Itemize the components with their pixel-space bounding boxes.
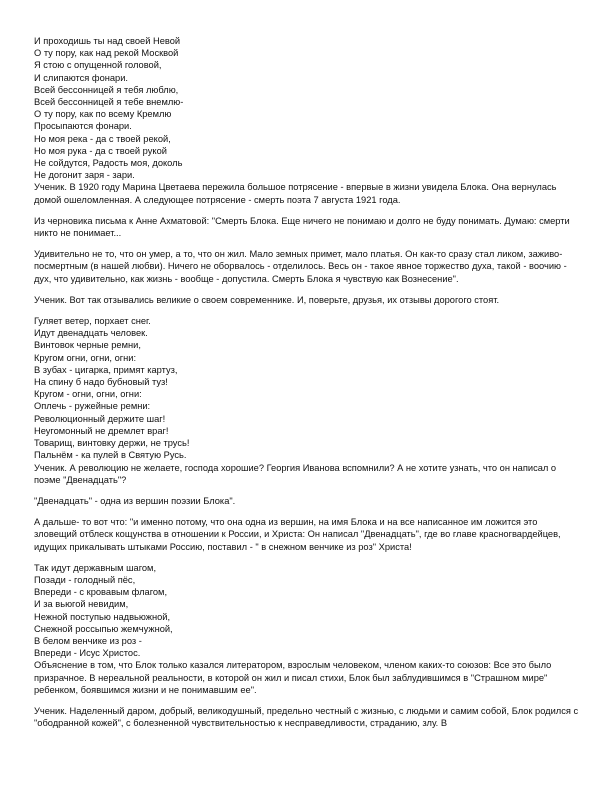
paragraph-twelve-quote: "Двенадцать" - одна из вершин поэзии Блока". [34,495,236,506]
paragraph-student-gifted: Ученик. Наделенный даром, добрый, великодушный, предельно честный с жизнью, с людьми и самим собой, Блок родился с "ободранной кожей", с болезненной чувствительностью к несправедливости, страданию, злу. В [34,705,579,729]
poem-line: Но моя рука - да с твоей рукой [34,145,167,156]
poem-line: Не догонит заря - зари. [34,170,135,181]
document-page [34,35,580,729]
poem-line: Но моя река - да с твоей рекой, [34,133,171,144]
paragraph-student-reviews: Ученик. Вот так отзывались великие о своем современнике. И, поверьте, друзья, их отзывы дорогого стоят. [34,294,500,305]
poem-line: Революционный держите шаг! [34,413,166,424]
poem-line: И за вьюгой невидим, [34,599,129,610]
poem-stanza-1 [34,35,580,181]
poem-line: Впереди - с кровавым флагом, [34,587,168,598]
poem-line: Оплечь - ружейные ремни: [34,401,151,412]
poem-line: Винтовок черные ремни, [34,340,141,351]
poem-line: Снежной россыпью жемчужной, [34,623,173,634]
paragraph-student-revolution: Ученик. А революцию не желаете, господа хорошие? Георгия Иванова вспомнили? А не хотите узнать, что он написал о поэме "Двенадцать"? [34,462,557,485]
poem-line: В белом венчике из роз - [34,635,142,646]
paragraph-explanation: Объяснение в том, что Блок только казался литератором, взрослым человеком, членом каких-то союзов: Все это было призрачное. В нереальной реальности, в которой он жил и писал стихи, Блок был заблудившимся в "Страшном мире" ребенком, боявшимся жизни и не понимавшим ее". [34,660,552,695]
poem-line: Кругом огни, огни, огни: [34,352,137,363]
poem-line: О ту пору, как над рекой Москвой [34,48,179,59]
poem-line: И слипаются фонари. [34,72,128,83]
poem-stanza-2 [34,315,580,461]
poem-line: И проходишь ты над своей Невой [34,36,181,46]
poem-line: Позади - голодный пёс, [34,574,136,585]
paragraph-further: А дальше- то вот что: "и именно потому, что она одна из вершин, на имя Блока и на все написанное им ложится это зловещий отблеск кощунства в отношении к России, и Христа: Он написал "Двенадцать", где во главе красногвардейцев, идущих прикалывать штыками Россию, поставил - " в снежном венчике из роз" Христа! [34,517,561,552]
poem-line: Гуляет ветер, порхает снег. [34,316,151,327]
poem-line: Товарищ, винтовку держи, не трусь! [34,438,190,449]
paragraph-letter-quote: Удивительно не то, что он умер, а то, что он жил. Мало земных примет, мало платья. Он как-то сразу стал ликом, заживо-посмертным (в нашей любви). Ничего не оборвалось - отделилось. Весь он - такое явное торжество духа, такой - воочию - дух, что удивительно, как жизнь - вообще - допустила. Смерть Блока я чувствую как Вознесение". [34,249,567,284]
poem-line: Всей бессонницей я тебе внемлю- [34,97,184,108]
poem-line: В зубах - цигарка, примят картуз, [34,364,178,375]
poem-line: Неугомонный не дремлет враг! [34,425,169,436]
poem-line: Нежной поступью надвьюжной, [34,611,171,622]
poem-line: Я стою с опущенной головой, [34,60,162,71]
poem-line: Не сойдутся, Радость моя, доколь [34,158,183,169]
poem-line: Идут двенадцать человек. [34,328,148,339]
poem-line: Просыпаются фонари. [34,121,132,132]
poem-line: Всей бессонницей я тебя люблю, [34,84,179,95]
paragraph-student-1920: Ученик. В 1920 году Марина Цветаева пережила большое потрясение - впервые в жизни увидела Блока. Она вернулась домой ошеломленная. А следующее потрясение - смерть поэта 7 августа 1921 года. [34,182,557,205]
poem-line: Впереди - Исус Христос. [34,648,141,659]
poem-stanza-3 [34,562,580,660]
paragraph-letter-draft: Из черновика письма к Анне Ахматовой: "Смерть Блока. Еще ничего не понимаю и долго не буду понимать. Думаю: смерти никто не понимает... [34,215,570,239]
poem-line: Кругом - огни, огни, огни: [34,389,142,400]
poem-line: Так идут державным шагом, [34,562,157,573]
poem-line: На спину б надо бубновый туз! [34,377,168,388]
poem-line: О ту пору, как по всему Кремлю [34,109,172,120]
poem-line: Пальнём - ка пулей в Святую Русь. [34,450,187,461]
